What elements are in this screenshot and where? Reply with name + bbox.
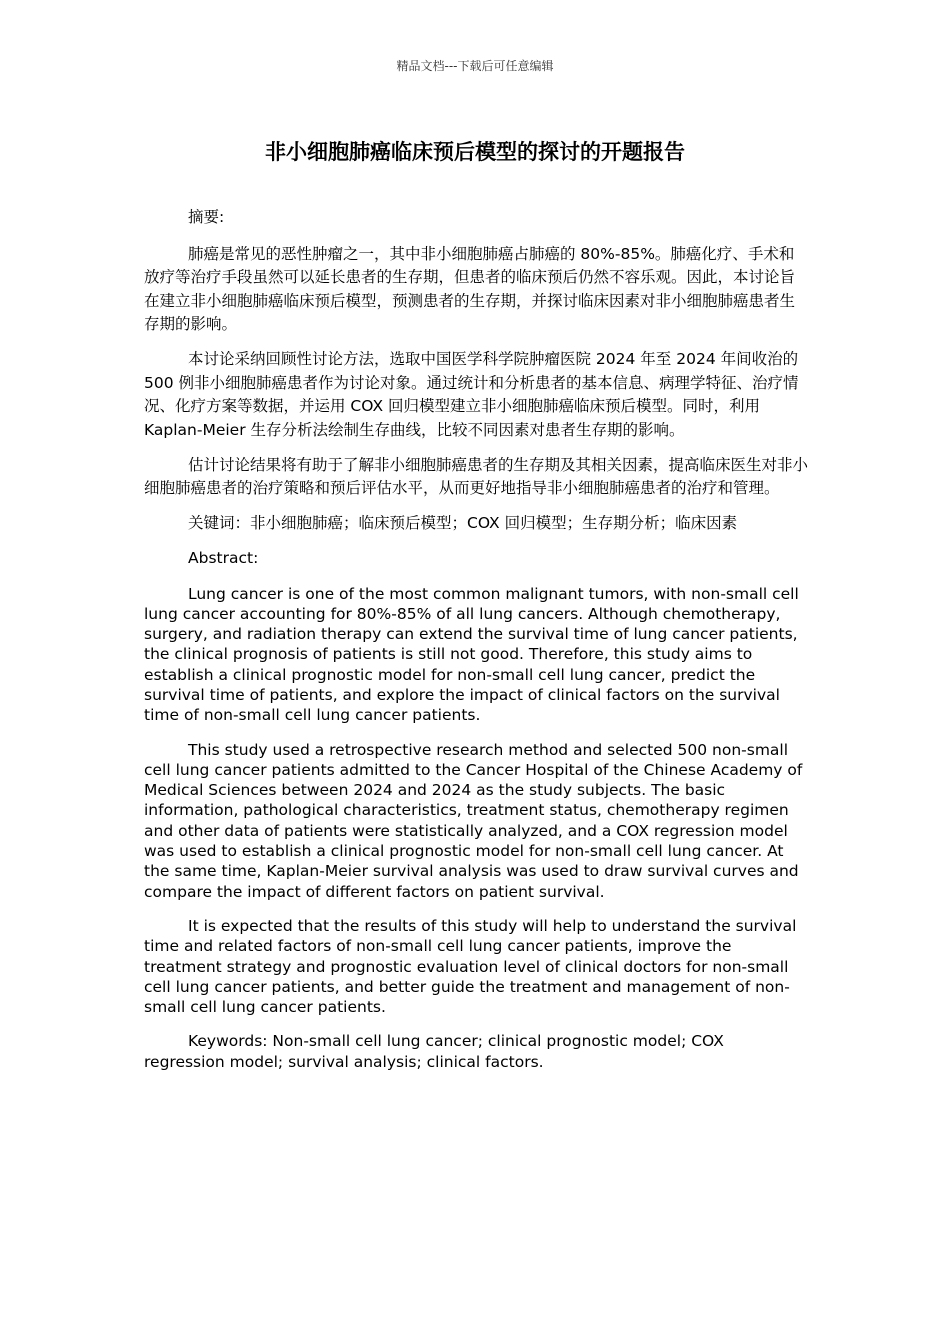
document-body xyxy=(144,206,808,1086)
abstract-en-paragraph-2: This study used a retrospective research method and selected 500 non-small cell lung cancer patients admitted to the Cancer Hospital of the Chinese Academy of Medical Sciences between 2024 and 2024 as the study subjects. The basic information, pathological characteristics, treatment status, chemotherapy regimen and other data of patients were statistically analyzed, and a COX regression model was used to establish a clinical prognostic model for non-small cell lung cancer. At the same time, Kaplan-Meier survival analysis was used to draw survival curves and compare the impact of different factors on patient survival. xyxy=(144,740,803,901)
abstract-en-paragraph-3: It is expected that the results of this study will help to understand the survival time and related factors of non-small cell lung cancer patients, improve the treatment strategy and prognostic evaluation level of clinical doctors for non-small cell lung cancer patients, and better guide the treatment and management of non-small cell lung cancer patients. xyxy=(144,916,797,1017)
keywords-cn: 关键词：非小细胞肺癌；临床预后模型；COX 回归模型；生存期分析；临床因素 xyxy=(188,514,738,532)
abstract-cn-paragraph-1: 肺癌是常见的恶性肿瘤之一，其中非小细胞肺癌占肺癌的 80%-85%。肺癌化疗、手术和放疗等治疗手段虽然可以延长患者的生存期，但患者的临床预后仍然不容乐观。因此，本讨论旨在建立非小细胞肺癌临床预后模型，预测患者的生存期，并探讨临床因素对非小细胞肺癌患者生存期的影响。 xyxy=(144,244,796,333)
abstract-en-label: Abstract: xyxy=(188,549,259,567)
abstract-cn-paragraph-3: 估计讨论结果将有助于了解非小细胞肺癌患者的生存期及其相关因素，提高临床医生对非小细胞肺癌患者的治疗策略和预后评估水平，从而更好地指导非小细胞肺癌患者的治疗和管理。 xyxy=(144,455,809,497)
page-title: 非小细胞肺癌临床预后模型的探讨的开题报告 xyxy=(265,140,685,164)
abstract-en-paragraph-1: Lung cancer is one of the most common malignant tumors, with non-small cell lung cancer accounting for 80%-85% of all lung cancers. Although chemotherapy, surgery, and radiation therapy can extend the survival time of lung cancer patients, the clinical prognosis of patients is still not good. Therefore, this study aims to establish a clinical prognostic model for non-small cell lung cancer, predict the survival time of patients, and explore the impact of clinical factors on the survival time of non-small cell lung cancer patients. xyxy=(144,584,799,725)
keywords-en: Keywords: Non-small cell lung cancer; clinical prognostic model; COX regression model; survival analysis; clinical factors. xyxy=(144,1032,724,1071)
abstract-cn-label: 摘要: xyxy=(188,208,225,226)
header-note: 精品文档---下载后可任意编辑 xyxy=(396,59,554,73)
abstract-cn-paragraph-2: 本讨论采纳回顾性讨论方法，选取中国医学科学院肿瘤医院 2024 年至 2024 年间收治的 500 例非小细胞肺癌患者作为讨论对象。通过统计和分析患者的基本信息、病理学特征、治疗情况、化疗方案等数据，并运用 COX 回归模型建立非小细胞肺癌临床预后模型。同时，利用 Kaplan-Meier 生存分析法绘制生存曲线，比较不同因素对患者生存期的影响。 xyxy=(144,350,799,439)
